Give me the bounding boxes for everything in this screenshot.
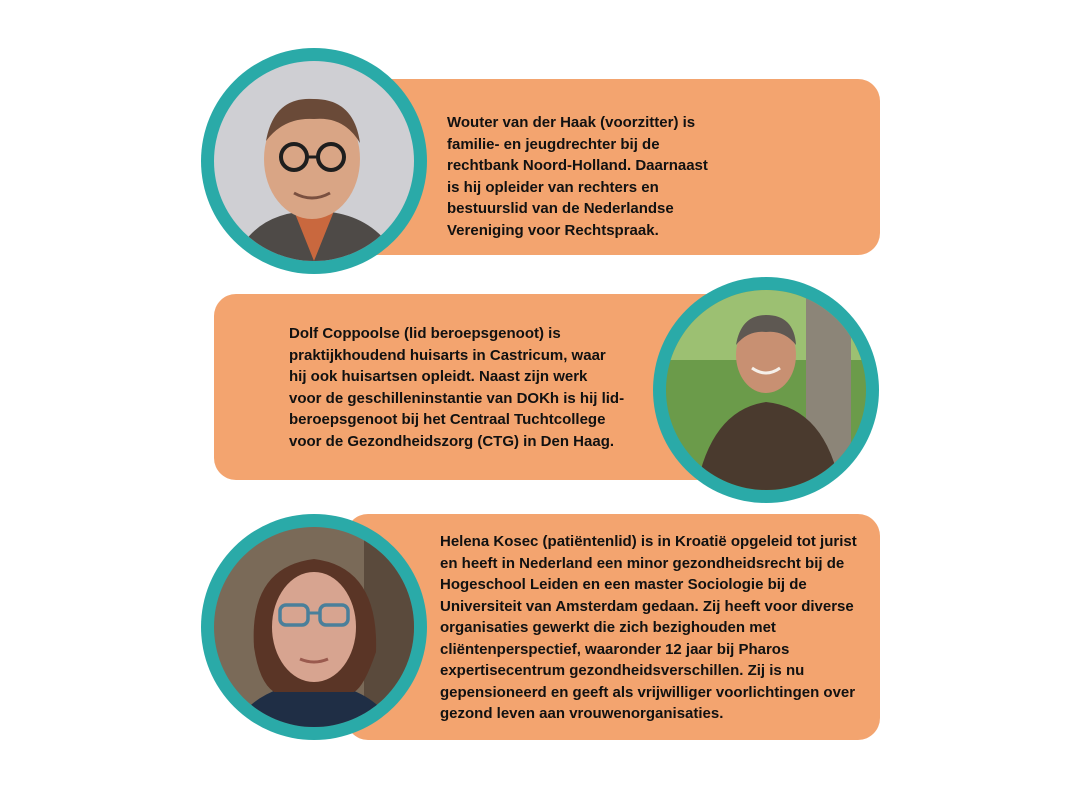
bio-line: gezond leven aan vrouwenorganisaties. [440, 705, 724, 722]
bio-line: beroepsgenoot bij het Centraal Tuchtcollege [289, 411, 606, 428]
bio-line: Dolf Coppoolse (lid beroepsgenoot) is [289, 325, 561, 342]
bio-line: hij ook huisartsen opleidt. Naast zijn werk [289, 368, 588, 385]
bio-line: rechtbank Noord-Holland. Daarnaast [447, 157, 708, 174]
bio-line: gepensioneerd en geeft als vrijwilliger voorlichtingen over [440, 683, 856, 701]
bio-line: cliëntenperspectief, waaronder 12 jaar bij Pharos [440, 640, 790, 658]
bio-line: praktijkhoudend huisarts in Castricum, waar [289, 346, 606, 364]
bio-line: Wouter van der Haak (voorzitter) is [447, 114, 696, 131]
bio-line: en heeft in Nederland een minor gezondheidsrecht bij de [440, 554, 845, 572]
profile-photo-3 [214, 527, 414, 727]
bio-line: voor de Gezondheidszorg (CTG) in Den Haag. [289, 432, 615, 450]
bio-line: is hij opleider van rechters en [447, 178, 659, 196]
bio-line: familie- en jeugdrechter bij de [447, 135, 660, 153]
bio-line: Hogeschool Leiden en een master Sociologie bij de [440, 576, 807, 593]
profile-bio-3 [440, 531, 860, 725]
bio-line: organisaties gewerkt die zich bezighouden met [440, 619, 776, 636]
bio-line: expertisecentrum gezondheidsverschillen. Zij is nu [440, 662, 805, 679]
bio-line: bestuurslid van de Nederlandse [447, 200, 674, 217]
bio-line: Vereniging voor Rechtspraak. [447, 221, 659, 239]
bio-line: Helena Kosec (patiëntenlid) is in Kroatië opgeleid tot jurist [440, 533, 857, 550]
profile-photo-1 [214, 61, 414, 261]
profile-photo-2 [666, 290, 866, 490]
bio-line: Universiteit van Amsterdam gedaan. Zij heeft voor diverse [440, 597, 854, 615]
profile-bio-1 [447, 112, 847, 241]
bio-line: voor de geschilleninstantie van DOKh is hij lid- [289, 389, 625, 407]
profile-bio-2 [289, 323, 669, 452]
